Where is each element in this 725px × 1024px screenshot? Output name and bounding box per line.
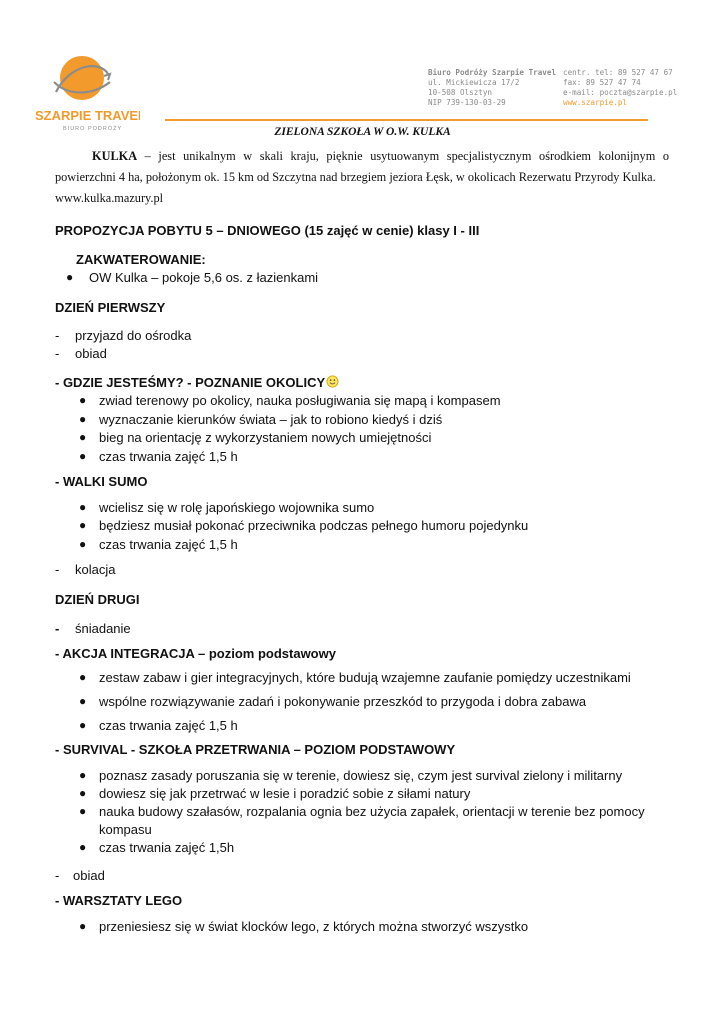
list-item-continuation: kompasu xyxy=(99,822,152,837)
section-heading: - AKCJA INTEGRACJA – poziom podstawowy xyxy=(55,646,336,661)
szarpie-travel-logo xyxy=(30,52,140,132)
section-heading: - WARSZTATY LEGO xyxy=(55,893,183,908)
section-heading: - SURVIVAL - SZKOŁA PRZETRWANIA – POZIOM PODSTAWOWY xyxy=(55,742,456,757)
intro-paragraph xyxy=(55,146,669,209)
company-street: ul. Mickiewicza 17/2 xyxy=(428,78,520,87)
smiley-icon xyxy=(326,375,339,388)
company-email[interactable]: e-mail: poczta@szarpie.pl xyxy=(563,88,678,97)
company-website[interactable]: www.szarpie.pl xyxy=(563,98,628,107)
company-nip: NIP 739-130-03-29 xyxy=(428,98,506,107)
logo-subtext: BIURO PODRÓŻY xyxy=(63,126,123,132)
day1-heading: DZIEŃ PIERWSZY xyxy=(55,300,166,315)
company-contact xyxy=(563,68,677,108)
company-fax: fax: 89 527 47 74 xyxy=(563,78,641,87)
header-divider xyxy=(165,119,648,121)
day2-heading: DZIEŃ DRUGI xyxy=(55,592,140,607)
intro-website[interactable]: www.kulka.mazury.pl xyxy=(55,191,164,205)
logo-text: SZARPIE TRAVEL xyxy=(35,108,140,123)
company-phone: centr. tel: 89 527 47 67 xyxy=(563,68,673,77)
intro-line2: powierzchni 4 ha, położonym ok. 15 km od Szczytna nad brzegiem jeziora Łęsk, w okolicach Rezerwatu Przyrody Kulka. xyxy=(55,170,656,184)
section-heading: - GDZIE JESTEŚMY? - POZNANIE OKOLICY xyxy=(55,375,339,390)
intro-line1: – jest unikalnym w skali kraju, pięknie usytuowanym specjalistycznym ośrodkiem kolonijnym o xyxy=(137,149,669,163)
accommodation-heading: ZAKWATEROWANIE: xyxy=(76,252,206,267)
company-name: Biuro Podróży Szarpie Travel xyxy=(428,68,557,77)
offer-title: PROPOZYCJA POBYTU 5 – DNIOWEGO (15 zajęć w cenie) klasy I - III xyxy=(55,223,480,238)
page-title: ZIELONA SZKOŁA W O.W. KULKA xyxy=(274,126,451,138)
intro-lead: KULKA xyxy=(92,149,138,163)
section-heading: - WALKI SUMO xyxy=(55,474,148,489)
company-city: 10-508 Olsztyn xyxy=(428,88,493,97)
company-address xyxy=(428,68,556,108)
